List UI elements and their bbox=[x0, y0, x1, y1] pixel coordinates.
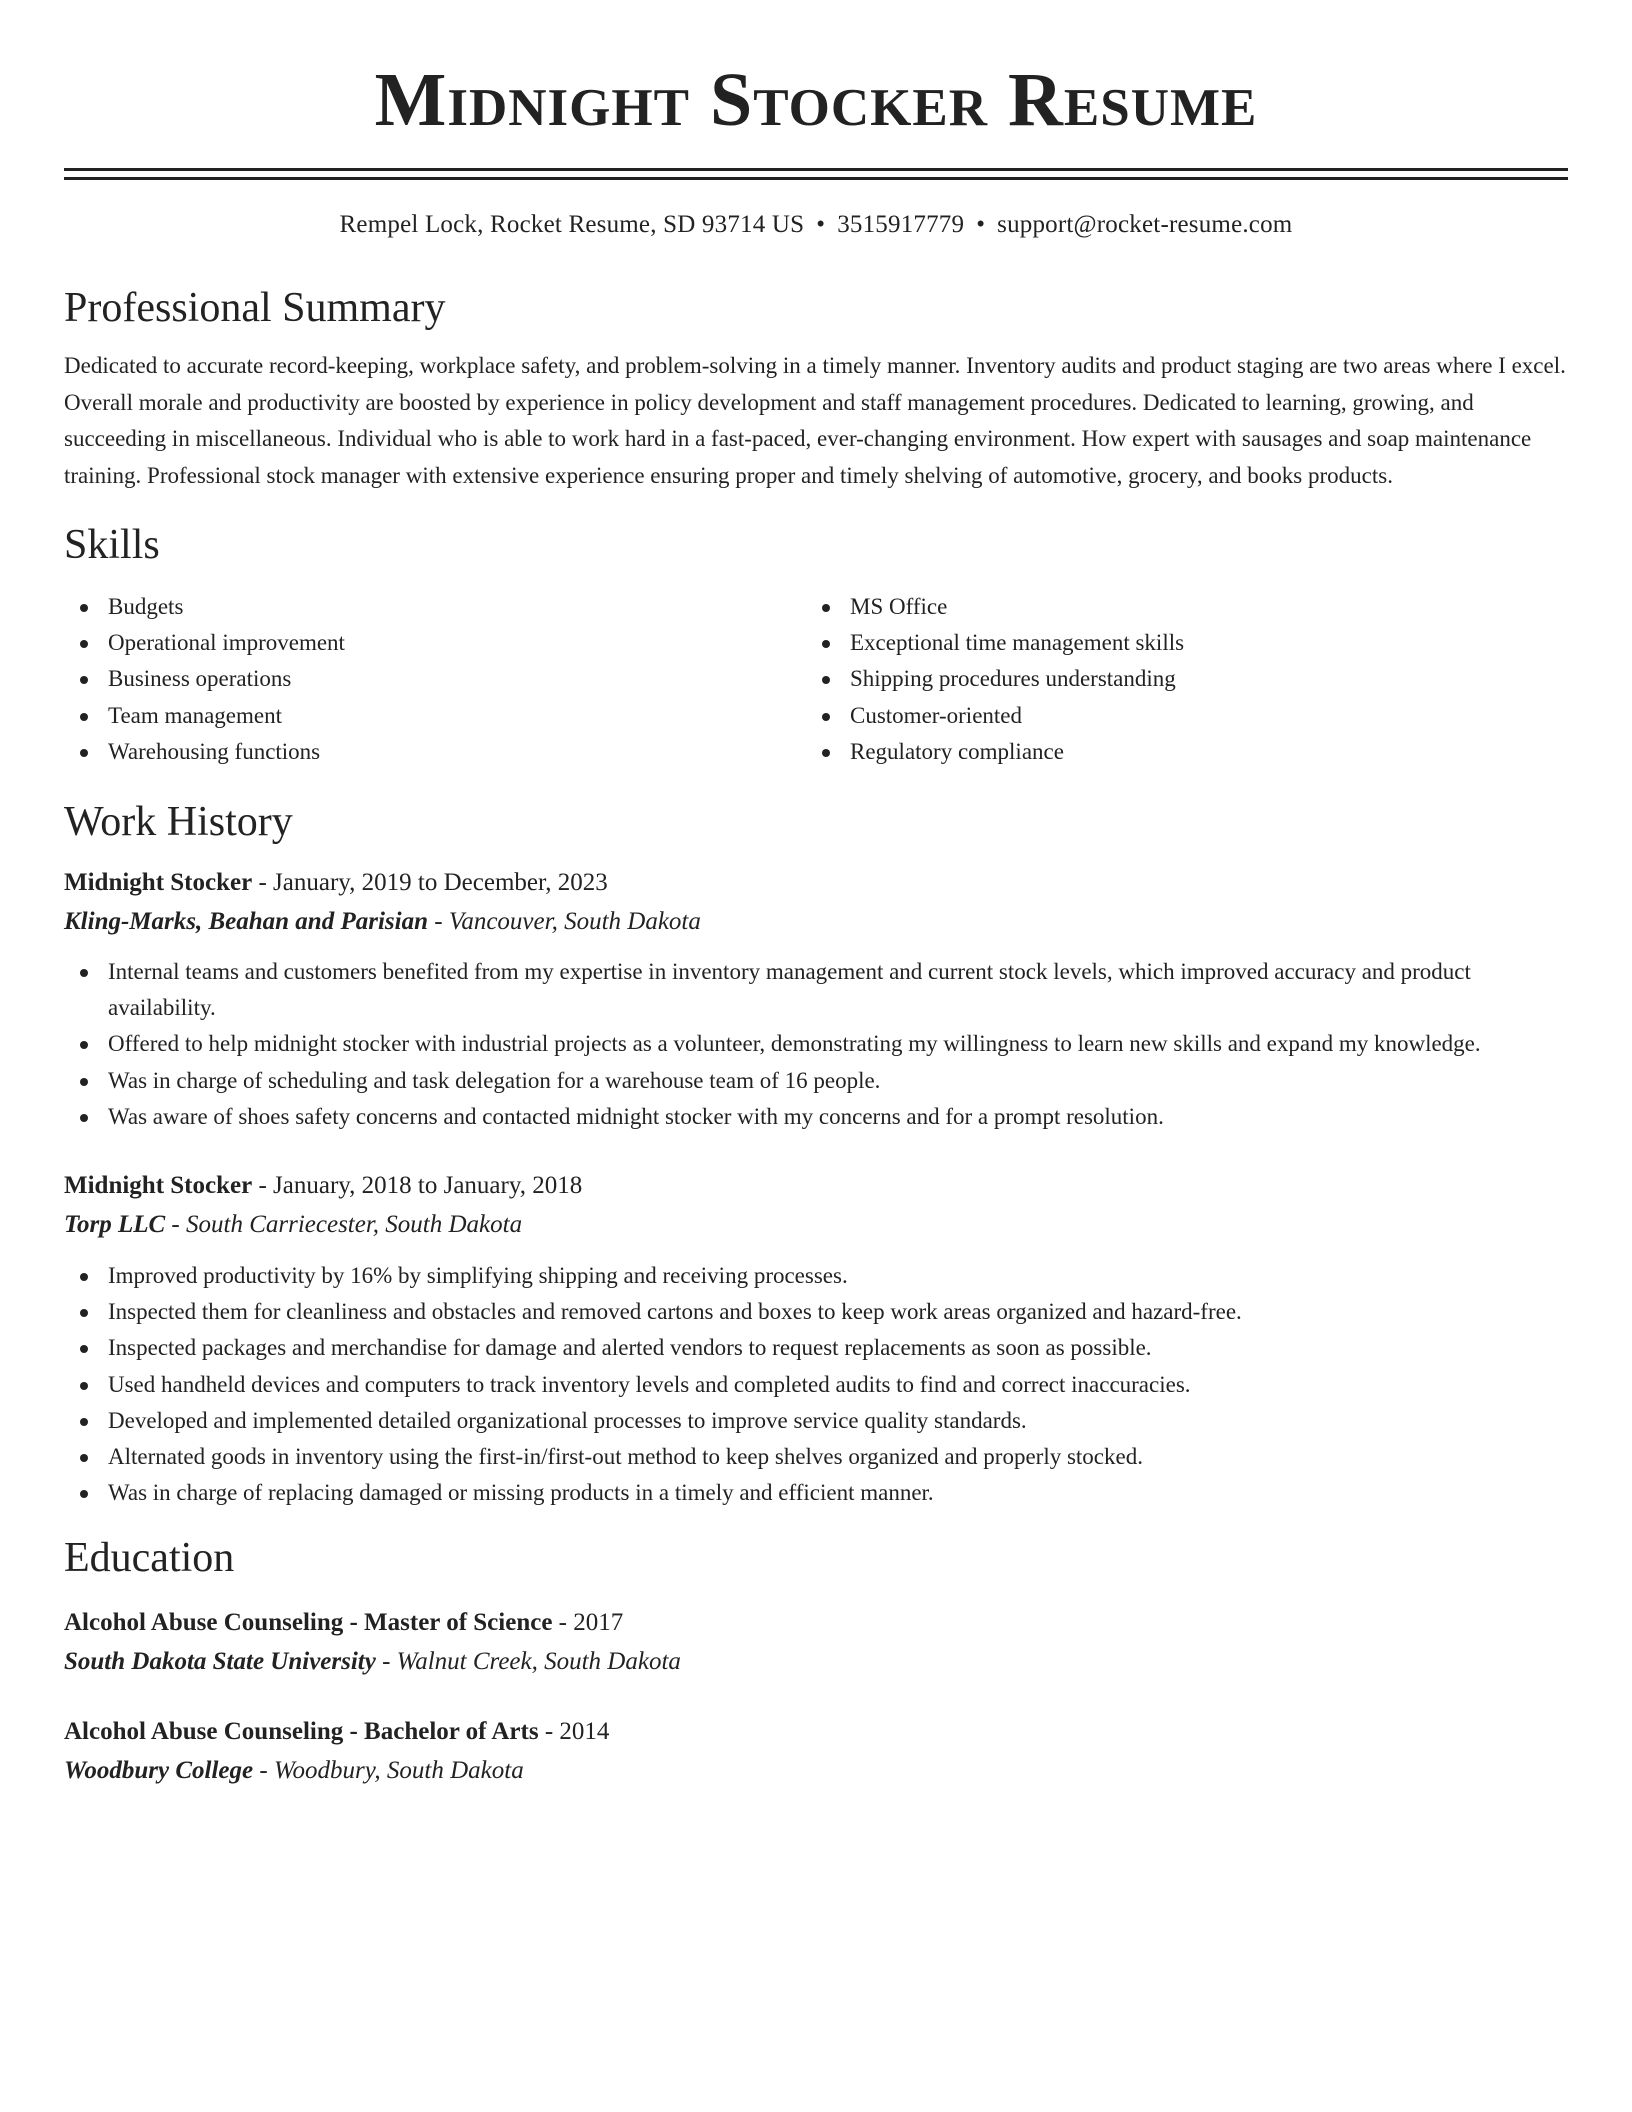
job-company: Kling-Marks, Beahan and Parisian bbox=[64, 908, 428, 936]
degree-year: 2014 bbox=[559, 1718, 610, 1746]
job-duty: Used handheld devices and computers to track inventory levels and completed audits to find and correct inaccuracies. bbox=[64, 1367, 1568, 1403]
job-duty: Inspected packages and merchandise for damage and alerted vendors to request replacements as soon as possible. bbox=[64, 1330, 1568, 1366]
contact-separator: • bbox=[976, 211, 986, 238]
skills-heading: Skills bbox=[64, 522, 160, 568]
job-dates: January, 2019 to December, 2023 bbox=[273, 869, 608, 897]
dash: - bbox=[428, 908, 449, 936]
job-role: Midnight Stocker bbox=[64, 869, 253, 897]
job-role: Midnight Stocker bbox=[64, 1172, 253, 1200]
summary-heading: Professional Summary bbox=[64, 285, 446, 331]
contact-separator: • bbox=[816, 211, 826, 238]
degree-name: Alcohol Abuse Counseling - Bachelor of Arts bbox=[64, 1718, 539, 1746]
school-name: South Dakota State University bbox=[64, 1648, 376, 1676]
job-entry bbox=[64, 863, 1568, 1135]
skill-item: Warehousing functions bbox=[64, 734, 806, 770]
skill-item: Budgets bbox=[64, 589, 806, 625]
contact-phone: 3515917779 bbox=[837, 211, 965, 238]
job-duty: Developed and implemented detailed organizational processes to improve service quality standards. bbox=[64, 1403, 1568, 1439]
job-title-line bbox=[64, 863, 1568, 902]
job-duty: Was in charge of replacing damaged or missing products in a timely and efficient manner. bbox=[64, 1475, 1568, 1511]
skill-item: Customer-oriented bbox=[806, 698, 1548, 734]
dash: - bbox=[252, 869, 274, 897]
resume-title: Midnight Stocker Resume bbox=[374, 58, 1258, 142]
job-duty: Improved productivity by 16% by simplifying shipping and receiving processes. bbox=[64, 1258, 1568, 1294]
school-name: Woodbury College bbox=[64, 1757, 254, 1785]
job-company-line bbox=[64, 1205, 1568, 1244]
school-line bbox=[64, 1751, 1568, 1790]
dash: - bbox=[538, 1718, 560, 1746]
job-duties-list bbox=[64, 1258, 1568, 1511]
job-duty: Inspected them for cleanliness and obstacles and removed cartons and boxes to keep work areas organized and hazard-free. bbox=[64, 1294, 1568, 1330]
school-location: Walnut Creek, South Dakota bbox=[396, 1648, 681, 1676]
job-company: Torp LLC bbox=[64, 1211, 166, 1239]
job-entry bbox=[64, 1166, 1568, 1511]
skill-item: Operational improvement bbox=[64, 625, 806, 661]
skill-item: Business operations bbox=[64, 661, 806, 697]
education-entry bbox=[64, 1603, 1568, 1681]
degree-name: Alcohol Abuse Counseling - Master of Science bbox=[64, 1609, 553, 1637]
contact-address: Rempel Lock, Rocket Resume, SD 93714 US bbox=[339, 211, 805, 238]
skills-list-right bbox=[806, 589, 1548, 770]
skill-item: Shipping procedures understanding bbox=[806, 661, 1548, 697]
job-duties-list bbox=[64, 954, 1568, 1135]
job-duty: Was aware of shoes safety concerns and contacted midnight stocker with my concerns and for a prompt resolution. bbox=[64, 1099, 1568, 1135]
job-duty: Was in charge of scheduling and task delegation for a warehouse team of 16 people. bbox=[64, 1063, 1568, 1099]
dash: - bbox=[253, 1757, 274, 1785]
job-duty: Internal teams and customers benefited from my expertise in inventory management and current stock levels, which improved accuracy and product availability. bbox=[64, 954, 1568, 1026]
skills-grid bbox=[64, 589, 1568, 770]
degree-year: 2017 bbox=[573, 1609, 624, 1637]
job-location: South Carriecester, South Dakota bbox=[186, 1211, 523, 1239]
degree-line bbox=[64, 1603, 1568, 1642]
school-location: Woodbury, South Dakota bbox=[273, 1757, 524, 1785]
skill-item: Regulatory compliance bbox=[806, 734, 1548, 770]
dash: - bbox=[552, 1609, 574, 1637]
title-double-rule bbox=[64, 168, 1568, 180]
skills-list-left bbox=[64, 589, 806, 770]
degree-line bbox=[64, 1712, 1568, 1751]
education-entry bbox=[64, 1712, 1568, 1790]
job-dates: January, 2018 to January, 2018 bbox=[273, 1172, 583, 1200]
contact-email: support@rocket-resume.com bbox=[997, 211, 1293, 238]
school-line bbox=[64, 1642, 1568, 1681]
skill-item: MS Office bbox=[806, 589, 1548, 625]
job-duty: Offered to help midnight stocker with industrial projects as a volunteer, demonstrating my willingness to learn new skills and expand my knowledge. bbox=[64, 1026, 1568, 1062]
work-history-heading: Work History bbox=[64, 799, 293, 846]
job-location: Vancouver, South Dakota bbox=[448, 908, 701, 936]
summary-text: Dedicated to accurate record-keeping, workplace safety, and problem-solving in a timely manner. Inventory audits and product staging are two areas where I excel. Overall morale and productivity are boosted by experience in policy development and staff management procedures. Dedicated to learning, growing, and succeeding in miscellaneous. Individual who is able to work hard in a fast-paced, ever-changing environment. How expert with sausages and soap maintenance training. Professional stock manager with extensive experience ensuring proper and timely shelving of automotive, grocery, and books products. bbox=[64, 353, 1566, 488]
contact-line bbox=[64, 208, 1568, 242]
job-title-line bbox=[64, 1166, 1568, 1205]
job-company-line bbox=[64, 902, 1568, 941]
skill-item: Team management bbox=[64, 698, 806, 734]
dash: - bbox=[375, 1648, 397, 1676]
dash: - bbox=[165, 1211, 186, 1239]
job-duty: Alternated goods in inventory using the first-in/first-out method to keep shelves organized and properly stocked. bbox=[64, 1439, 1568, 1475]
education-heading: Education bbox=[64, 1535, 235, 1582]
dash: - bbox=[252, 1172, 274, 1200]
skill-item: Exceptional time management skills bbox=[806, 625, 1548, 661]
